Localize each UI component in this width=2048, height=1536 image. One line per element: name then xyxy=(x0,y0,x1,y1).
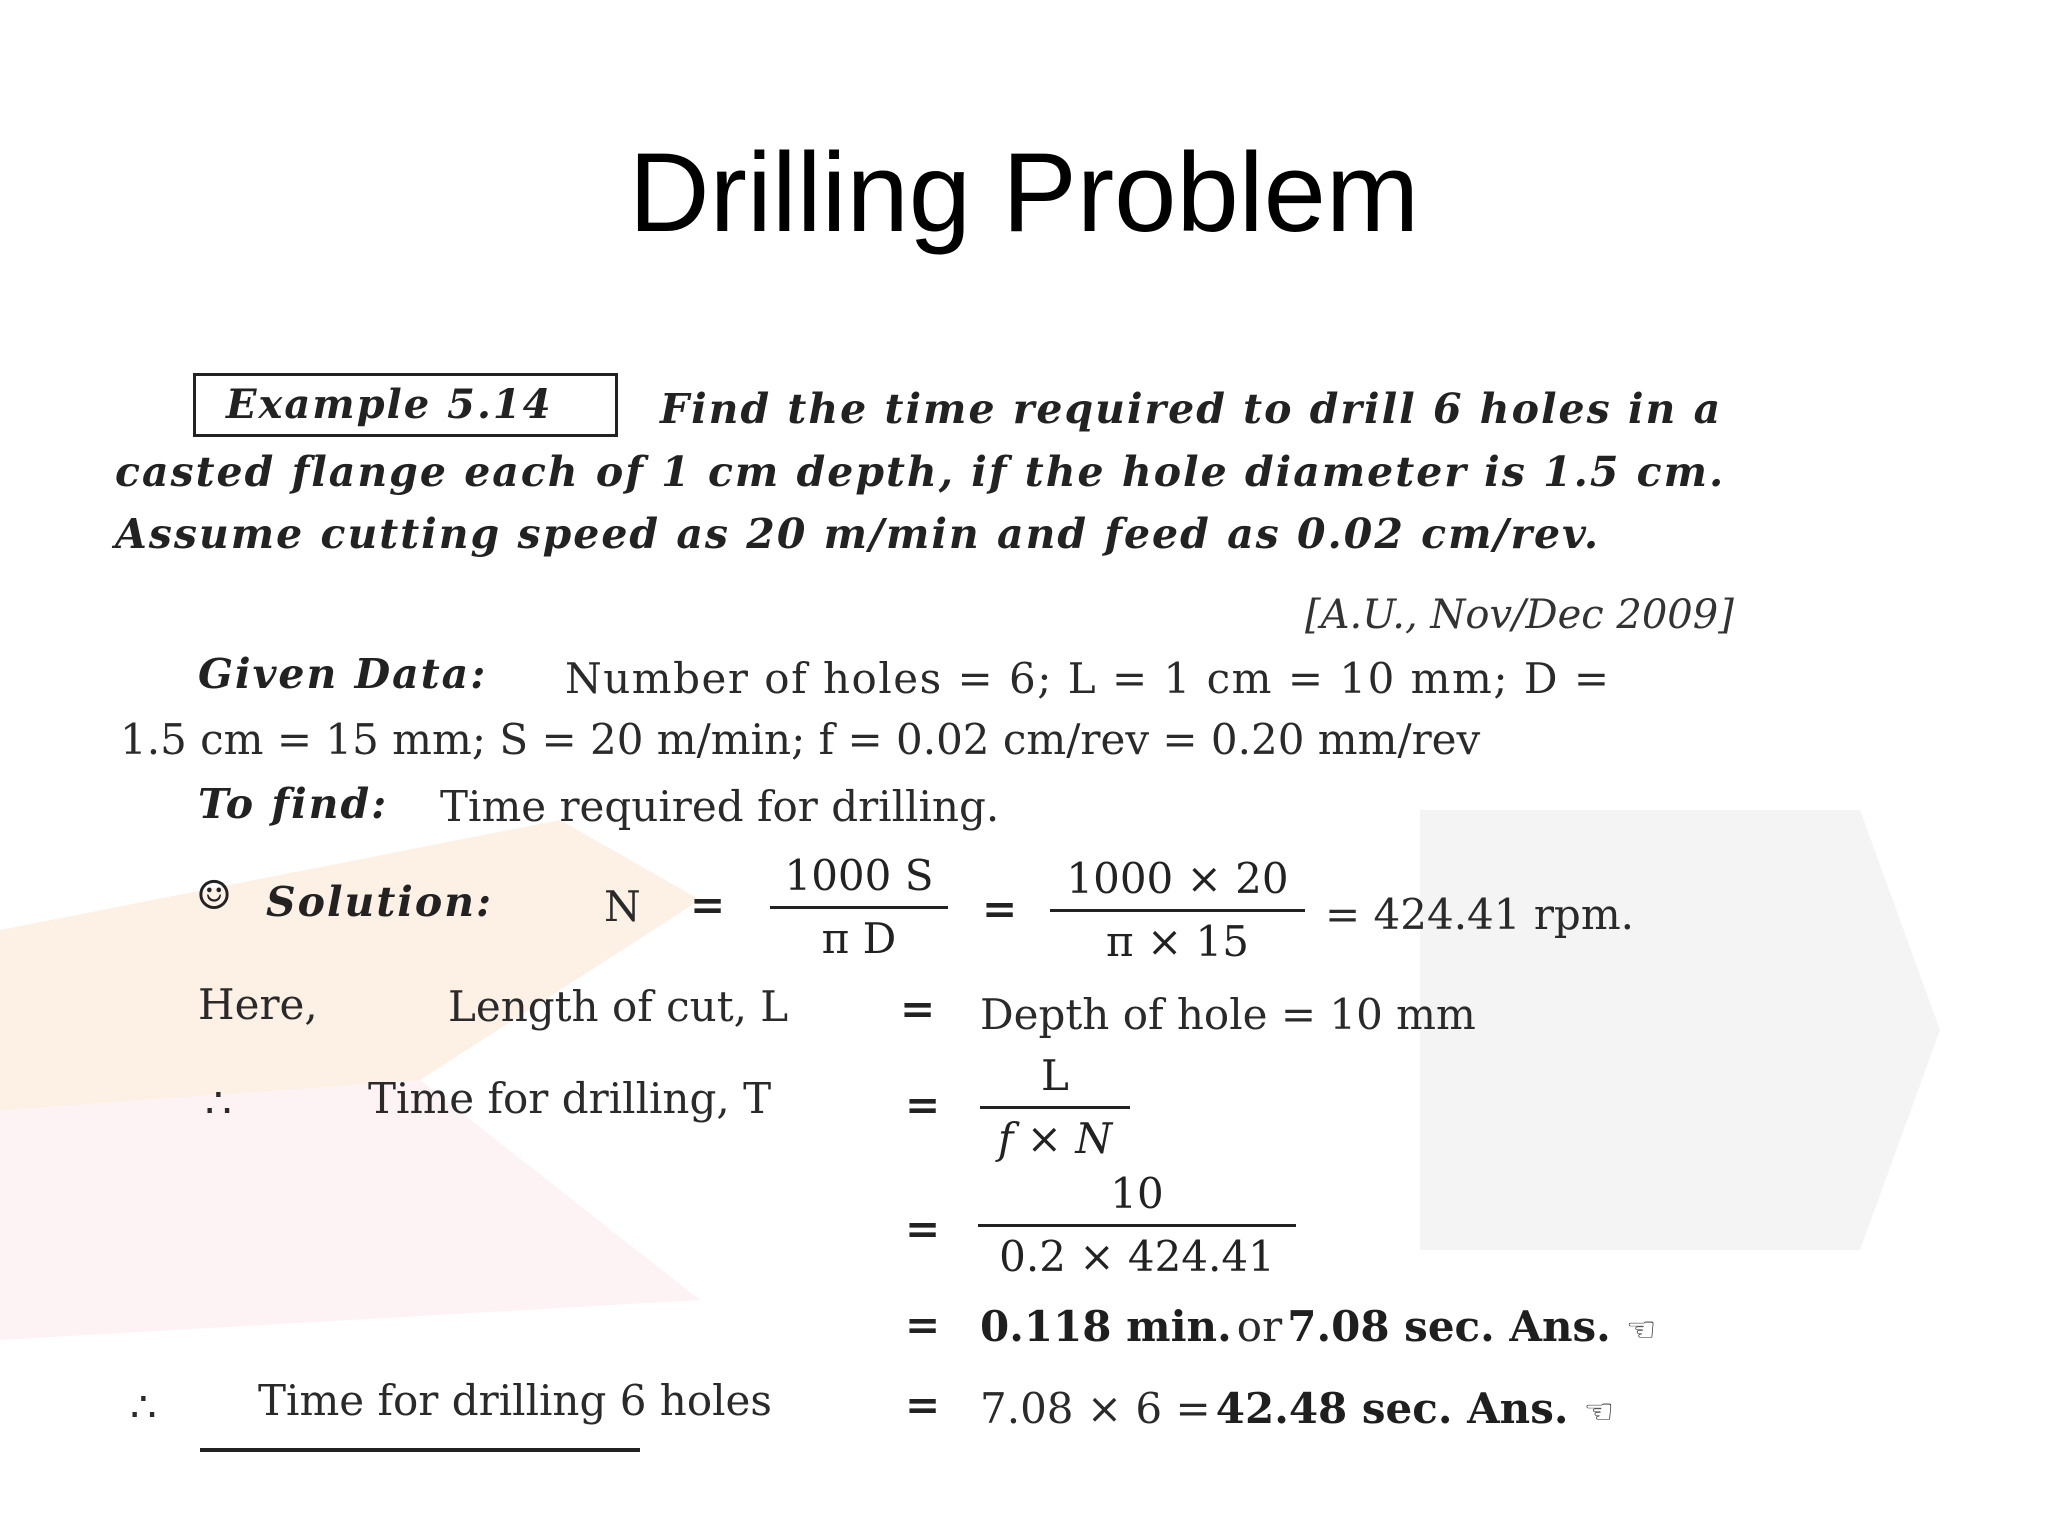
pointing-hand-icon: ☜ xyxy=(1625,1310,1657,1350)
length-equals: = xyxy=(900,984,936,1033)
fraction-bar xyxy=(978,1224,1296,1227)
time-fraction-1-denominator: f × N xyxy=(997,1114,1113,1163)
fraction-bar xyxy=(770,906,948,909)
time-answer-minutes: 0.118 min. xyxy=(980,1302,1232,1351)
n-fraction-1-denominator: π D xyxy=(821,914,897,963)
therefore-symbol-2: ∴ xyxy=(130,1382,157,1431)
six-holes-equals: = xyxy=(905,1380,941,1429)
to-find-label: To find: xyxy=(198,780,389,828)
to-find-text: Time required for drilling. xyxy=(440,782,1000,831)
therefore-symbol: ∴ xyxy=(205,1078,232,1127)
source-reference: [A.U., Nov/Dec 2009] xyxy=(1305,592,1734,638)
fraction-bar xyxy=(980,1106,1130,1109)
time-fraction-2 xyxy=(978,1168,1296,1283)
n-fraction-2-denominator: π × 15 xyxy=(1106,917,1249,966)
n-fraction-1-numerator: 1000 S xyxy=(784,851,934,900)
time-fraction-2-numerator: 10 xyxy=(1110,1169,1164,1218)
length-of-cut-value: Depth of hole = 10 mm xyxy=(980,990,1476,1039)
n-result: = 424.41 rpm. xyxy=(1325,890,1634,939)
smiley-icon: ☺ xyxy=(196,873,232,919)
solution-label: Solution: xyxy=(266,878,494,926)
time-equals-2: = xyxy=(905,1204,941,1253)
given-data-label: Given Data: xyxy=(198,650,488,698)
n-fraction-1 xyxy=(770,850,948,965)
time-fraction-2-denominator: 0.2 × 424.41 xyxy=(999,1232,1275,1281)
pointing-hand-icon: ☜ xyxy=(1583,1392,1615,1432)
time-fraction-1 xyxy=(980,1050,1130,1165)
example-label: Example 5.14 xyxy=(193,373,618,437)
six-holes-expression: 7.08 × 6 = xyxy=(980,1384,1211,1433)
n-equals-2: = xyxy=(982,884,1018,933)
n-symbol: N xyxy=(604,882,641,931)
six-holes-label: Time for drilling 6 holes xyxy=(258,1376,772,1425)
time-answer xyxy=(980,1302,1656,1351)
length-of-cut-label: Length of cut, L xyxy=(448,982,789,1031)
end-rule xyxy=(200,1448,640,1452)
time-for-drilling-label: Time for drilling, T xyxy=(368,1074,772,1123)
statement-line-3: Assume cutting speed as 20 m/min and feed as 0.02 cm/rev. xyxy=(115,510,1601,558)
n-fraction-2-numerator: 1000 × 20 xyxy=(1066,854,1289,903)
fraction-bar xyxy=(1050,909,1305,912)
time-answer-seconds: 7.08 sec. Ans. xyxy=(1287,1302,1611,1351)
time-equals-3: = xyxy=(905,1300,941,1349)
six-holes-answer xyxy=(980,1384,1614,1433)
statement-line-2: casted flange each of 1 cm depth, if the hole diameter is 1.5 cm. xyxy=(115,448,1726,496)
here-label: Here, xyxy=(198,980,318,1029)
n-fraction-2 xyxy=(1050,853,1305,968)
time-equals: = xyxy=(905,1080,941,1129)
given-data-line-1: Number of holes = 6; L = 1 cm = 10 mm; D = xyxy=(565,654,1611,703)
slide-title: Drilling Problem xyxy=(628,130,1420,255)
time-fraction-1-numerator: L xyxy=(1041,1051,1069,1100)
six-holes-result: 42.48 sec. Ans. xyxy=(1215,1384,1569,1433)
given-data-line-2: 1.5 cm = 15 mm; S = 20 m/min; f = 0.02 cm/rev = 0.20 mm/rev xyxy=(120,715,1481,764)
n-equals: = xyxy=(690,880,726,929)
statement-line-1: Find the time required to drill 6 holes in a xyxy=(660,385,1723,433)
time-answer-or: or xyxy=(1236,1302,1283,1351)
